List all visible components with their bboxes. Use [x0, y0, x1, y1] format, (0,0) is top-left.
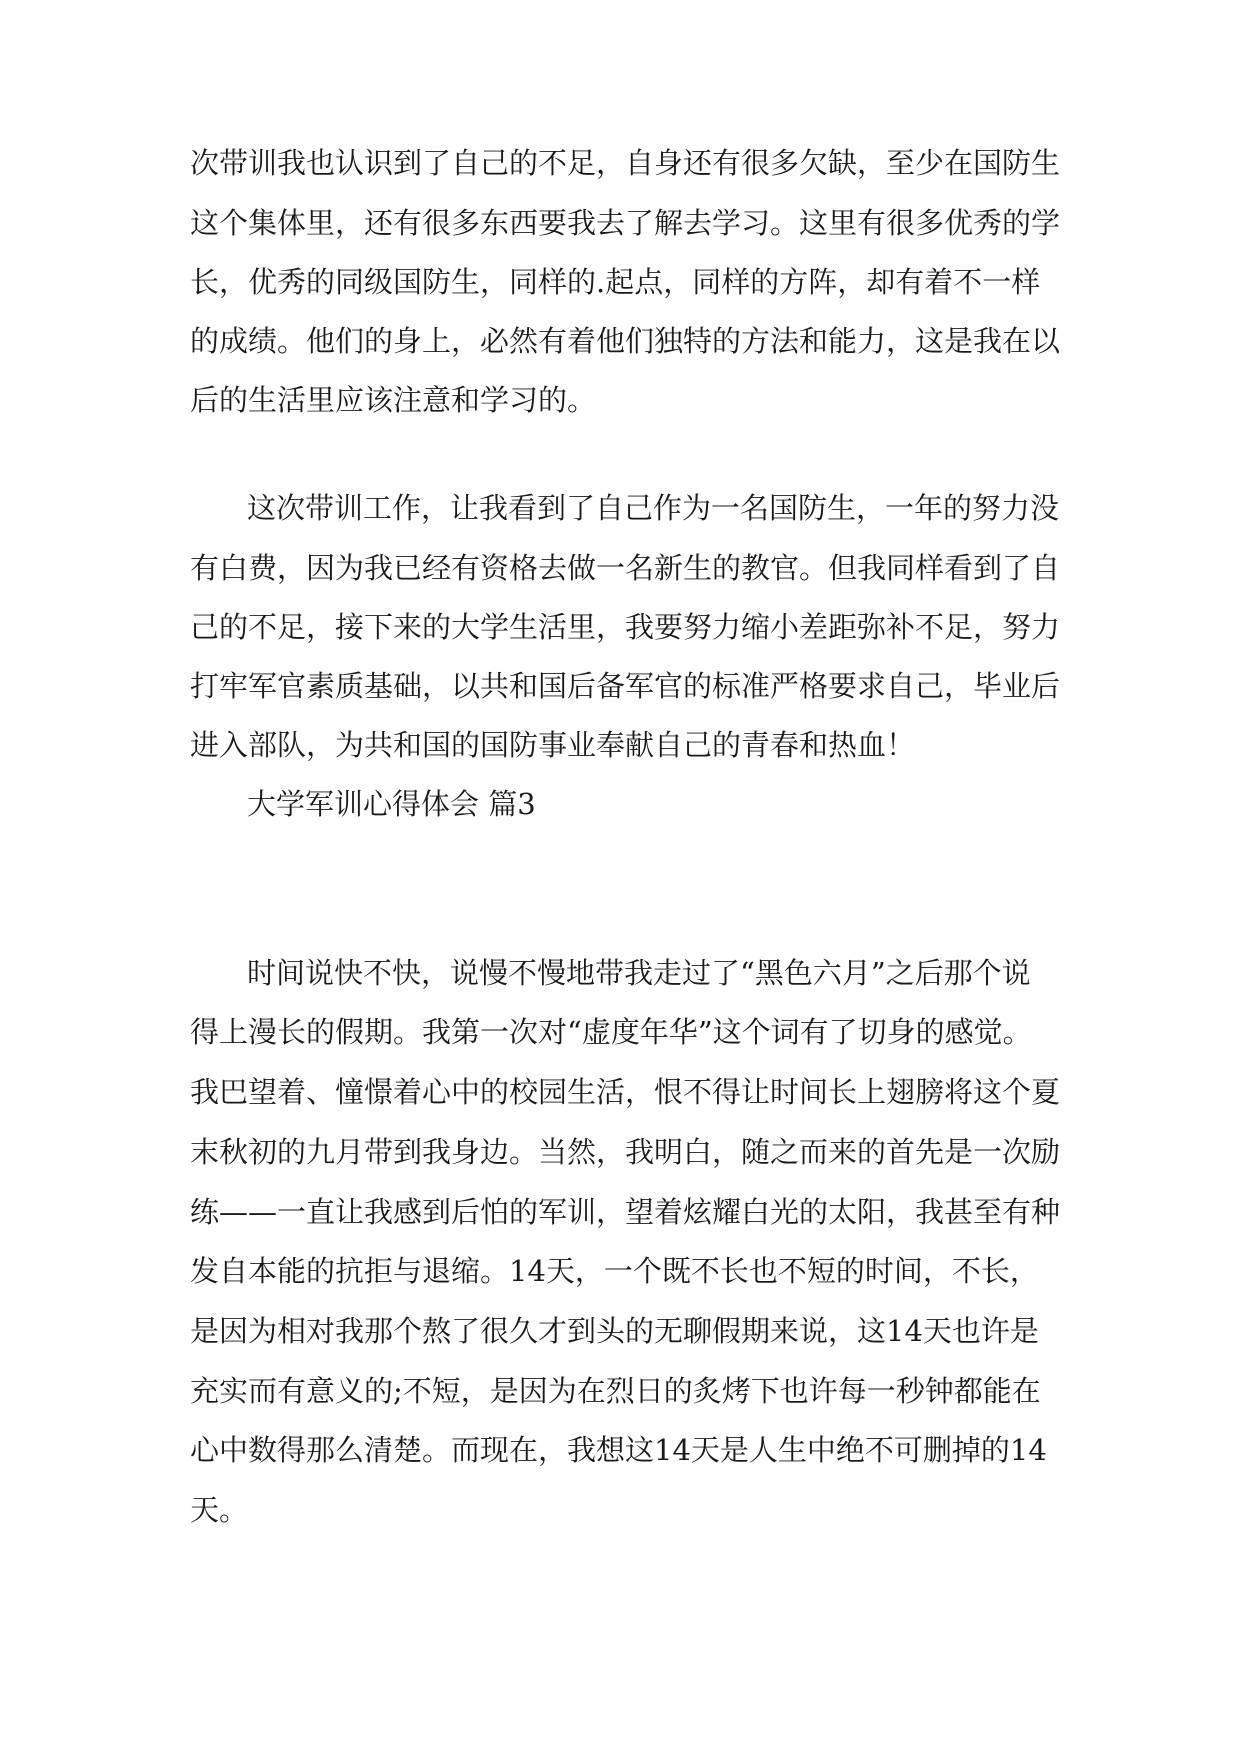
paragraph-line: 我巴望着、憧憬着心中的校园生活，恨不得让时间长上翅膀将这个夏 [190, 1075, 1061, 1109]
paragraph-line: 心中数得那么清楚。而现在，我想这14天是人生中绝不可删掉的14 [190, 1433, 1047, 1467]
paragraph-line: 发自本能的抗拒与退缩。14天，一个既不长也不短的时间，不长， [190, 1254, 1039, 1288]
paragraph-line: 充实而有意义的;不短，是因为在烈日的炙烤下也许每一秒钟都能在 [190, 1374, 1041, 1408]
paragraph-line: 天。 [190, 1493, 249, 1527]
paragraph-line: 这个集体里，还有很多东西要我去了解去学习。这里有很多优秀的学 [190, 206, 1061, 240]
paragraph-line: 的成绩。他们的身上，必然有着他们独特的方法和能力，这是我在以 [190, 324, 1061, 358]
paragraph-line: 这次带训工作，让我看到了自己作为一名国防生，一年的努力没 [247, 491, 1060, 525]
paragraph-line: 次带训我也认识到了自己的不足，自身还有很多欠缺，至少在国防生 [190, 146, 1061, 180]
section-heading: 大学军训心得体会 篇3 [247, 787, 536, 821]
paragraph-line: 己的不足，接下来的大学生活里，我要努力缩小差距弥补不足，努力 [190, 610, 1061, 644]
paragraph-line: 是因为相对我那个熬了很久才到头的无聊假期来说，这14天也许是 [190, 1314, 1039, 1348]
paragraph-line: 练——一直让我感到后怕的军训，望着炫耀白光的太阳，我甚至有种 [190, 1195, 1061, 1229]
paragraph-line: 末秋初的九月带到我身边。当然，我明白，随之而来的首先是一次励 [190, 1135, 1061, 1169]
paragraph-line: 长，优秀的同级国防生，同样的.起点，同样的方阵，却有着不一样 [190, 265, 1041, 299]
paragraph-line: 打牢军官素质基础，以共和国后备军官的标准严格要求自己，毕业后 [190, 669, 1061, 703]
paragraph-line: 后的生活里应该注意和学习的。 [190, 383, 597, 417]
paragraph-line: 有白费，因为我已经有资格去做一名新生的教官。但我同样看到了自 [190, 551, 1061, 585]
paragraph-line: 进入部队，为共和国的国防事业奉献自己的青春和热血！ [190, 728, 916, 762]
paragraph-line: 时间说快不快，说慢不慢地带我走过了“黑色六月”之后那个说 [247, 956, 1031, 990]
paragraph-line: 得上漫长的假期。我第一次对“虚度年华”这个词有了切身的感觉。 [190, 1015, 1032, 1049]
